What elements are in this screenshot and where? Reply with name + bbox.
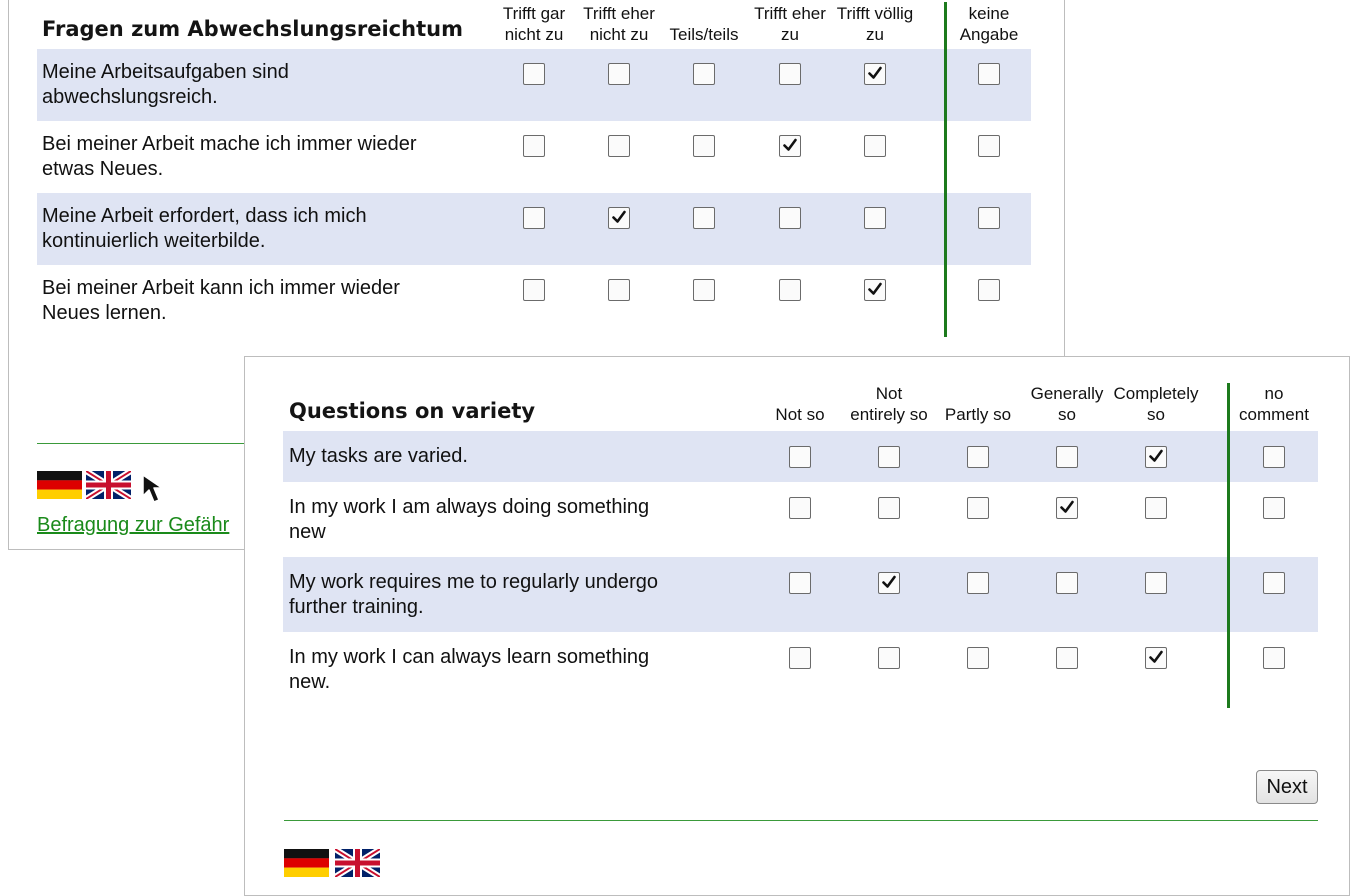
question-text-line: Bei meiner Arbeit mache ich immer wieder xyxy=(42,133,417,155)
column-header-line: nicht zu xyxy=(589,25,649,44)
checkmark-icon xyxy=(868,66,882,80)
answer-checkbox[interactable] xyxy=(789,497,811,519)
question-text xyxy=(42,132,417,182)
answer-checkbox[interactable] xyxy=(693,135,715,157)
answer-checkbox[interactable] xyxy=(779,279,801,301)
answer-checkbox[interactable] xyxy=(967,572,989,594)
question-text-line: new. xyxy=(289,671,331,693)
question-text-line: My work requires me to regularly undergo xyxy=(289,571,659,593)
german-section-title: Fragen zum Abwechslungsreichtum xyxy=(42,17,463,41)
no-comment-divider xyxy=(1227,383,1230,708)
column-header-line: zu xyxy=(781,25,799,44)
question-text xyxy=(42,276,400,326)
column-header-line: Partly so xyxy=(944,405,1012,424)
column-header-line: so xyxy=(1147,405,1165,424)
answer-checkbox[interactable] xyxy=(789,572,811,594)
answer-checkbox[interactable] xyxy=(1145,446,1167,468)
question-text-line: In my work I am always doing something xyxy=(289,496,650,518)
answer-checkbox[interactable] xyxy=(608,207,630,229)
column-header-line: Angabe xyxy=(959,25,1019,44)
column-header-line: so xyxy=(1058,405,1076,424)
column-header-line: Trifft völlig xyxy=(836,4,914,23)
column-header-line: zu xyxy=(866,25,884,44)
answer-checkbox[interactable] xyxy=(864,63,886,85)
mouse-cursor-icon xyxy=(140,472,174,506)
german-flag-icon[interactable] xyxy=(284,849,329,877)
german-flag-icon[interactable] xyxy=(37,471,82,499)
answer-checkbox[interactable] xyxy=(967,497,989,519)
question-text xyxy=(289,570,658,620)
answer-checkbox[interactable] xyxy=(1263,572,1285,594)
question-text xyxy=(42,60,289,110)
answer-checkbox[interactable] xyxy=(878,497,900,519)
question-text-line: abwechslungsreich. xyxy=(42,86,218,108)
column-header-line: entirely so xyxy=(850,405,928,424)
answer-checkbox[interactable] xyxy=(523,207,545,229)
answer-checkbox[interactable] xyxy=(1263,446,1285,468)
no-answer-divider xyxy=(944,2,947,337)
answer-checkbox[interactable] xyxy=(523,135,545,157)
column-header xyxy=(929,3,1049,45)
answer-checkbox[interactable] xyxy=(1145,647,1167,669)
answer-checkbox[interactable] xyxy=(1056,446,1078,468)
question-text-line: etwas Neues. xyxy=(42,158,164,180)
checkmark-icon xyxy=(612,210,626,224)
checkmark-icon xyxy=(1149,449,1163,463)
column-header-line: Trifft eher xyxy=(583,4,655,23)
question-text xyxy=(289,444,468,469)
question-text-line: kontinuierlich weiterbilde. xyxy=(42,230,266,252)
answer-checkbox[interactable] xyxy=(1056,647,1078,669)
answer-checkbox[interactable] xyxy=(864,207,886,229)
answer-checkbox[interactable] xyxy=(789,647,811,669)
column-header-line: no xyxy=(1264,384,1284,403)
answer-checkbox[interactable] xyxy=(779,63,801,85)
question-text-line: Meine Arbeitsaufgaben sind xyxy=(42,61,289,83)
answer-checkbox[interactable] xyxy=(878,572,900,594)
answer-checkbox[interactable] xyxy=(779,135,801,157)
column-header-line: comment xyxy=(1239,405,1309,424)
answer-checkbox[interactable] xyxy=(978,63,1000,85)
answer-checkbox[interactable] xyxy=(1263,497,1285,519)
uk-flag-icon[interactable] xyxy=(86,471,131,499)
question-text xyxy=(42,204,367,254)
answer-checkbox[interactable] xyxy=(967,446,989,468)
answer-checkbox[interactable] xyxy=(878,446,900,468)
answer-checkbox[interactable] xyxy=(1056,572,1078,594)
english-section-title: Questions on variety xyxy=(289,399,536,423)
column-header-line: Completely xyxy=(1113,384,1199,403)
answer-checkbox[interactable] xyxy=(878,647,900,669)
question-text xyxy=(289,645,649,695)
checkmark-icon xyxy=(783,138,797,152)
answer-checkbox[interactable] xyxy=(693,207,715,229)
answer-checkbox[interactable] xyxy=(523,63,545,85)
answer-checkbox[interactable] xyxy=(693,279,715,301)
answer-checkbox[interactable] xyxy=(978,135,1000,157)
column-header-line: Trifft eher xyxy=(754,4,826,23)
answer-checkbox[interactable] xyxy=(978,279,1000,301)
answer-checkbox[interactable] xyxy=(779,207,801,229)
answer-checkbox[interactable] xyxy=(608,135,630,157)
next-button[interactable]: Next xyxy=(1256,770,1318,804)
answer-checkbox[interactable] xyxy=(789,446,811,468)
column-header xyxy=(815,3,935,45)
checkmark-icon xyxy=(1060,500,1074,514)
column-header-line: nicht zu xyxy=(504,25,564,44)
answer-checkbox[interactable] xyxy=(864,279,886,301)
answer-checkbox[interactable] xyxy=(1145,572,1167,594)
question-text-line: In my work I can always learn something xyxy=(289,646,650,668)
column-header-line: Not xyxy=(875,384,903,403)
column-header-line: Not so xyxy=(775,405,825,424)
answer-checkbox[interactable] xyxy=(864,135,886,157)
column-header-line: Teils/teils xyxy=(669,25,739,44)
footer-divider xyxy=(284,820,1318,821)
answer-checkbox[interactable] xyxy=(608,63,630,85)
answer-checkbox[interactable] xyxy=(967,647,989,669)
question-text-line: Bei meiner Arbeit kann ich immer wieder xyxy=(42,277,400,299)
answer-checkbox[interactable] xyxy=(608,279,630,301)
column-header xyxy=(1214,383,1334,425)
question-text-line: My tasks are varied. xyxy=(289,445,468,467)
question-text-line: Meine Arbeit erfordert, dass ich mich xyxy=(42,205,367,227)
question-text xyxy=(289,495,649,545)
answer-checkbox[interactable] xyxy=(1145,497,1167,519)
answer-checkbox[interactable] xyxy=(523,279,545,301)
answer-checkbox[interactable] xyxy=(1263,647,1285,669)
checkmark-icon xyxy=(1149,650,1163,664)
footer-divider xyxy=(37,443,247,444)
checkmark-icon xyxy=(868,282,882,296)
uk-flag-icon[interactable] xyxy=(335,849,380,877)
answer-checkbox[interactable] xyxy=(1056,497,1078,519)
column-header-line: keine xyxy=(968,4,1010,23)
answer-checkbox[interactable] xyxy=(693,63,715,85)
column-header-line: Generally xyxy=(1030,384,1104,403)
question-text-line: Neues lernen. xyxy=(42,302,167,324)
question-text-line: further training. xyxy=(289,596,424,618)
checkmark-icon xyxy=(882,575,896,589)
survey-link[interactable]: Befragung zur Gefähr xyxy=(37,514,230,536)
answer-checkbox[interactable] xyxy=(978,207,1000,229)
question-text-line: new xyxy=(289,521,326,543)
column-header xyxy=(1096,383,1216,425)
column-header-line: Trifft gar xyxy=(502,4,566,23)
